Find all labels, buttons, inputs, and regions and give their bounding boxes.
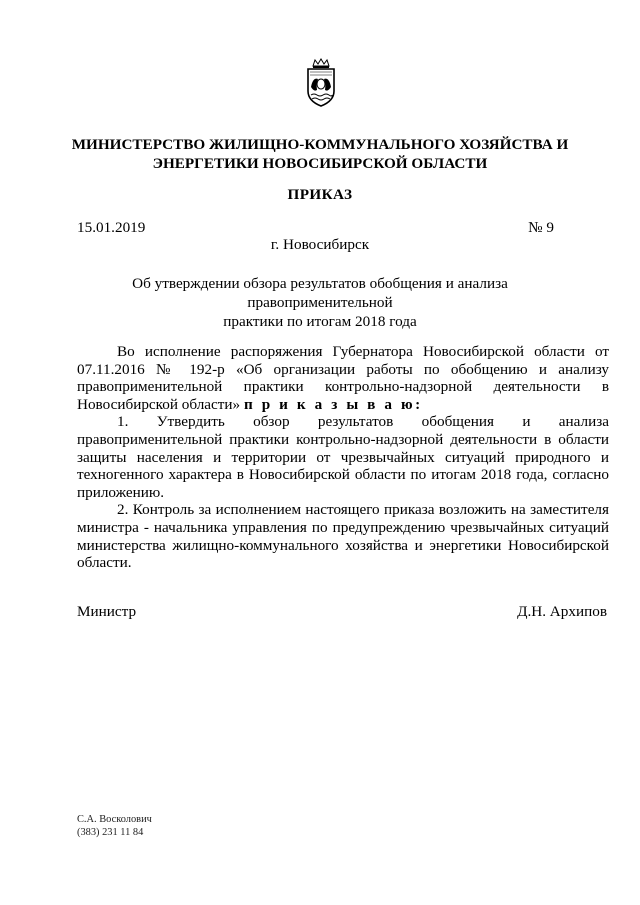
subject-line1: Об утверждении обзора результатов обобщения и анализа правоприменительной [132, 275, 508, 311]
executor-phone: (383) 231 11 84 [77, 827, 144, 838]
document-subject [70, 274, 570, 331]
preamble-text: Во исполнение распоряжения Губернатора Новосибирской области от 07.11.2016 № 192-р «Об организации работы по обобщению и анализу правоприменительной практики контрольно-надзорной деятельности в Новосибирской области» [77, 343, 609, 413]
ministry-title-line1: МИНИСТЕРСТВО ЖИЛИЩНО-КОММУНАЛЬНОГО ХОЗЯЙСТВА И [71, 136, 569, 153]
ministry-title-line2: ЭНЕРГЕТИКИ НОВОСИБИРСКОЙ ОБЛАСТИ [152, 155, 488, 172]
signatory-role: Министр [77, 603, 137, 620]
executor-name: С.А. Восколович [77, 814, 152, 825]
document-city: г. Новосибирск [270, 236, 370, 253]
ministry-title [40, 135, 600, 173]
document-date: 15.01.2019 [77, 219, 146, 236]
order-item-2: 2. Контроль за исполнением настоящего приказа возложить на заместителя министра - начальника управления по предупреждению чрезвычайных ситуаций министерства жилищно-коммунального хозяйства и энергетики Новосибирской области. [77, 501, 609, 572]
subject-line2: практики по итогам 2018 года [223, 313, 417, 330]
signatory-name: Д.Н. Архипов [517, 603, 607, 620]
coat-of-arms-icon [300, 57, 342, 109]
order-word: п р и к а з ы в а ю: [243, 395, 423, 413]
executor-info [77, 813, 152, 839]
order-item-1: 1. Утвердить обзор результатов обобщения и анализа правоприменительной практики контрольно-надзорной деятельности в области защиты населения и территории от чрезвычайных ситуаций природного и техногенного характера в Новосибирской области по итогам 2018 года, согласно приложению. [77, 413, 609, 501]
document-body [77, 343, 609, 572]
preamble-paragraph [77, 343, 609, 413]
document-number: № 9 [528, 219, 554, 236]
document-type: ПРИКАЗ [287, 186, 353, 203]
